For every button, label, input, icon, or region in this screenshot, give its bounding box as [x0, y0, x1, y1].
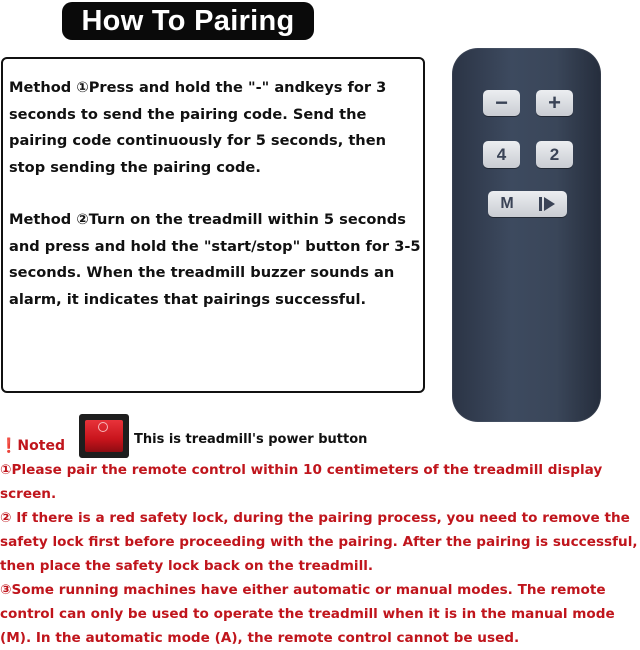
- remote-control-image: [452, 48, 601, 422]
- remote-plus-button: [536, 90, 573, 116]
- title-banner: [62, 2, 314, 40]
- remote-minus-button: [483, 90, 520, 116]
- remote-2-label: 2: [549, 144, 560, 164]
- remote-4-label: 4: [496, 144, 507, 164]
- note-3: ③Some running machines have either automatic or manual modes. The remote control can only be used to operate the treadmill when it is in the manual mode (M). In the automatic mode (A), the remote control cannot be used.: [0, 582, 615, 646]
- page-title: How To Pairing: [81, 4, 295, 37]
- remote-minus-label: −: [495, 90, 508, 115]
- remote-mode-play-button: [488, 191, 567, 217]
- noted-label: ❗Noted: [0, 438, 65, 454]
- power-button-caption: This is treadmill's power button: [134, 432, 368, 447]
- remote-4-button: [483, 141, 520, 168]
- note-2: ② If there is a red safety lock, during the pairing process, you need to remove the safety lock first before proceeding with the pairing. After the pairing is successful, then place the safety lock back on the treadmill.: [0, 510, 638, 574]
- method-instructions-box: [1, 57, 425, 393]
- remote-mode-label: M: [500, 195, 514, 212]
- remote-2-button: [536, 141, 573, 168]
- note-1: ①Please pair the remote control within 10 centimeters of the treadmill display screen.: [0, 462, 603, 502]
- notes-list: [0, 458, 640, 650]
- play-pause-icon: [539, 197, 555, 211]
- method-1-text: Method ①Press and hold the "-" andkeys for 3 seconds to send the pairing code. Send the pairing code continuously for 5 seconds, then stop sending the pairing code.: [9, 79, 387, 176]
- power-switch-icon: [79, 414, 129, 458]
- method-2-text: Method ②Turn on the treadmill within 5 seconds and press and hold the "start/stop" button for 3-5 seconds. When the treadmill buzzer sounds an alarm, it indicates that pairings successful.: [9, 211, 421, 308]
- remote-plus-label: +: [548, 90, 561, 115]
